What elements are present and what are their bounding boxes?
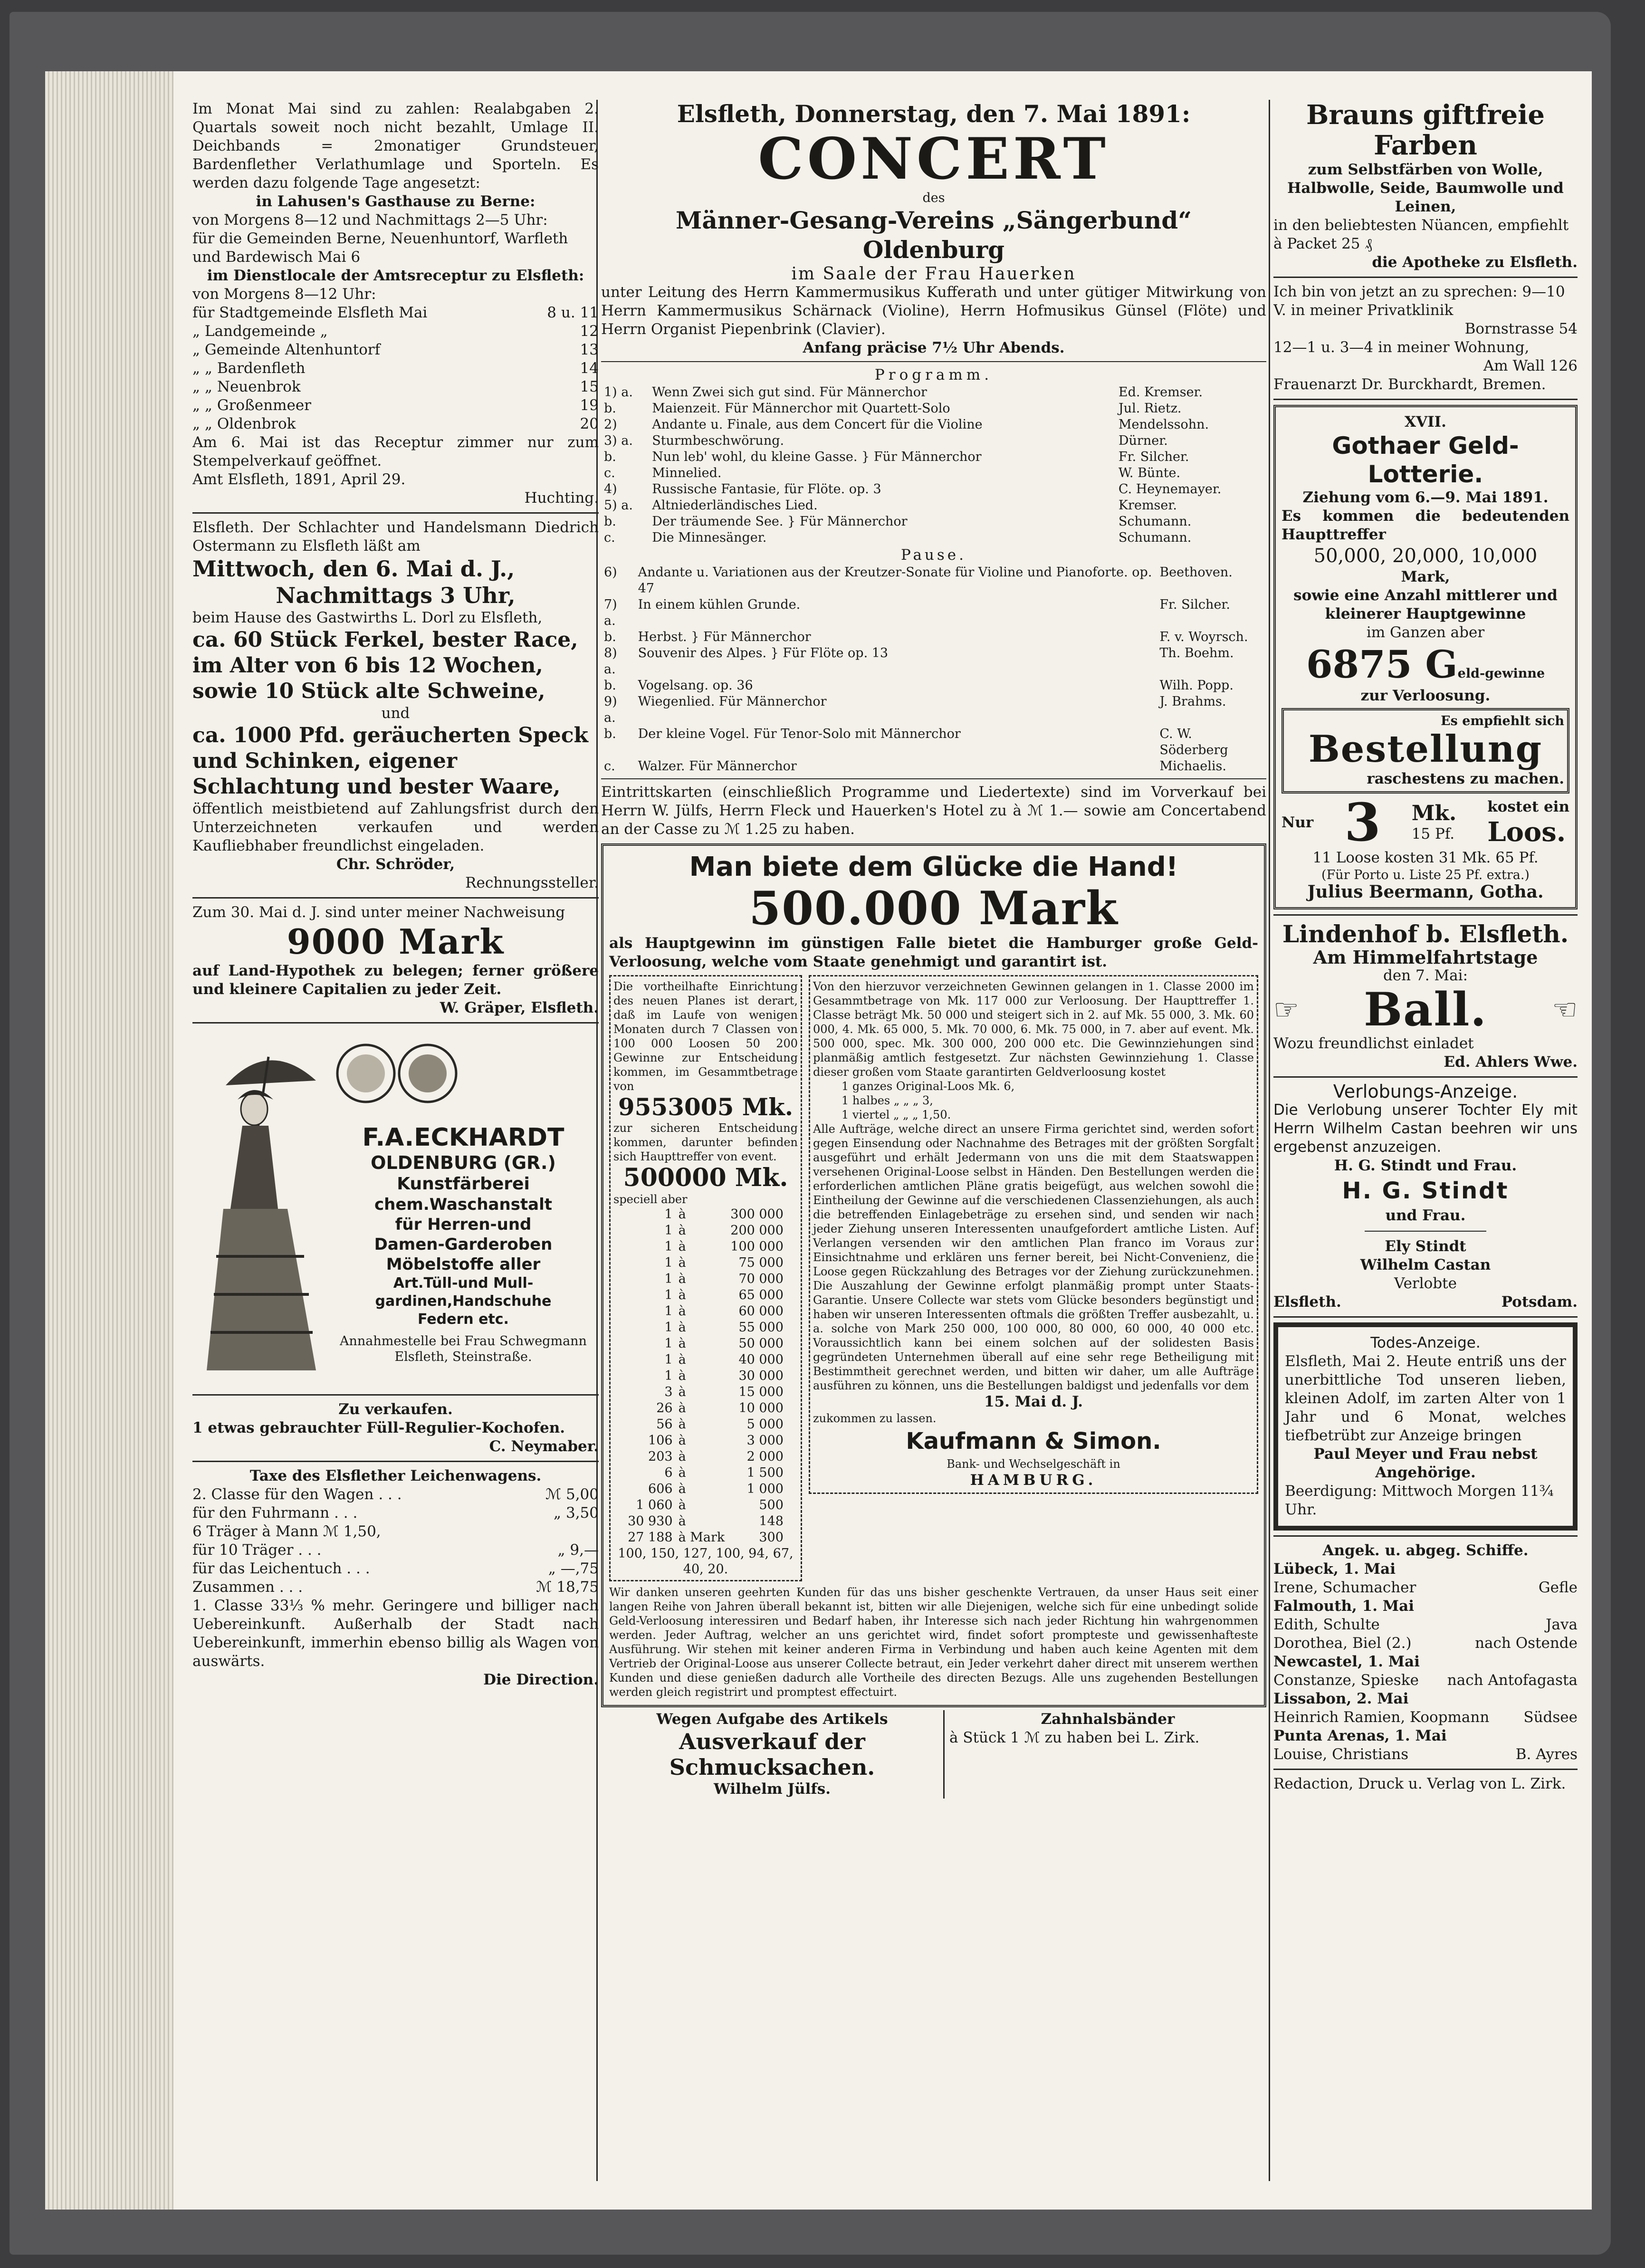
- bottom-ads-row: [601, 1710, 1266, 1799]
- eckhardt-line: chem.Waschanstalt: [374, 1195, 553, 1214]
- ship-entry: Falmouth, 1. Mai Edith, Schulte Java: [1273, 1598, 1578, 1633]
- program-row: b. Der kleine Vogel. Für Tenor-Solo mit Männerchor C. W. Söderberg: [604, 727, 1228, 757]
- lottery-speciell: speciell aber: [613, 1193, 688, 1206]
- gotha-total: 6875 G: [1306, 642, 1458, 687]
- program-row: b. Der träumende See. } Für Männerchor Schumann.: [604, 514, 1192, 529]
- auction-terms: öffentlich meistbietend auf Zahlungsfrist durch den Unterzeichneten verkaufen und werden Kaufliebhaber freundlichst eingeladen.: [192, 800, 599, 854]
- ship-entry: Dorothea, Biel (2.) nach Ostende: [1273, 1635, 1578, 1652]
- engagement-parents: H. G. Stindt und Frau.: [1334, 1157, 1517, 1174]
- death-notice: [1273, 1322, 1578, 1531]
- prize-row: 1 à 40 000: [664, 1352, 784, 1367]
- schedule-row: „ „ Oldenbrok 20: [192, 415, 599, 432]
- lottery-body: [609, 975, 1258, 1581]
- program-row: b. Herbst. } Für Männerchor F. v. Woyrsch.: [604, 630, 1248, 644]
- paint-subtitle: zum Selbstfärben von Wolle, Halbwolle, Seide, Baumwolle und Leinen,: [1287, 161, 1564, 215]
- prize-row: 1 à 50 000: [664, 1336, 784, 1351]
- prize-row: 27 188 à Mark 300: [628, 1530, 784, 1545]
- gotha-total-line: [1282, 642, 1569, 687]
- prize-table: [625, 1206, 786, 1546]
- gotha-price-pf: 15 Pf.: [1411, 825, 1455, 842]
- auction-place: beim Hause des Gastwirths L. Dorl zu Elsfleth,: [192, 609, 543, 626]
- gotha-total-suffix: eld-gewinne: [1457, 666, 1545, 681]
- lottery-total: 9553005 Mk.: [618, 1093, 794, 1121]
- gotha-order-box: [1282, 708, 1569, 794]
- program-row: 4) Russische Fantasie, für Flöte. op. 3 C. Heynemayer.: [604, 482, 1222, 497]
- concert-hall: im Saale der Frau Hauerken: [791, 264, 1076, 284]
- taxe-row: für den Fuhrmann . . . „ 3,50: [192, 1504, 599, 1522]
- doctor-address-2: Am Wall 126: [1483, 357, 1578, 374]
- concert-info: unter Leitung des Herrn Kammermusikus Kufferath und unter gütiger Mitwirkung von Herrn Kammermusikus Schärnack (Violine), Herrn Hofmusikus Günsel (Flöte) und Herrn Organist Piepenbrink (Clavier).: [601, 284, 1266, 338]
- schedule-row: für Stadtgemeinde Elsfleth Mai 8 u. 11: [192, 304, 599, 321]
- divider: [192, 1022, 599, 1024]
- ship-entry: Newcastel, 1. Mai Constanze, Spieske nach Antofagasta: [1273, 1653, 1578, 1689]
- auction-intro: Elsfleth. Der Schlachter und Handelsmann Diedrich Ostermann zu Elsfleth läßt am: [192, 519, 599, 555]
- engagement-cities: Elsfleth. Potsdam.: [1273, 1293, 1578, 1311]
- schedule-row: „ „ Bardenfleth 14: [192, 360, 599, 377]
- eckhardt-line: Kunstfärberei: [397, 1174, 530, 1194]
- gotha-title: Gothaer Geld-Lotterie.: [1332, 432, 1519, 488]
- concert-tickets: Eintrittskarten (einschließlich Programme und Liedertexte) sind im Vorverkauf bei Herrn W. Jülfs, Herrn Fleck und Hauerken's Hotel zu à ℳ 1.— sowie am Concertabend an der Casse zu ℳ 1.25 zu haben.: [601, 784, 1266, 838]
- death-text: Elsfleth, Mai 2. Heute entriß uns der unerbittliche Tod unseren lieben, kleinen Adolf, im zarten Alter von 1 Jahr und 6 Monat, welches tiefbetrübt zur Anzeige bringen: [1285, 1353, 1566, 1444]
- gotha-date: Ziehung vom 6.—9. Mai 1891.: [1302, 489, 1549, 506]
- lottery-price-line: 1 ganzes Original-Loos Mk. 6,: [842, 1080, 1015, 1093]
- eckhardt-line: Möbelstoffe aller: [386, 1255, 541, 1274]
- concert-date: Elsfleth, Donnerstag, den 7. Mai 1891:: [677, 100, 1191, 128]
- lottery-left-text-2: zur sicheren Entscheidung kommen, darunter befinden sich Haupttreffer von event.: [613, 1121, 798, 1163]
- program-row: 8) a. Souvenir des Alpes. } Für Flöte op. 13 Th. Boehm.: [604, 646, 1234, 677]
- right-column: [1273, 100, 1578, 2191]
- doctor-signature: Frauenarzt Dr. Burckhardt, Bremen.: [1273, 376, 1546, 393]
- taxe-note: 1. Classe 33⅓ % mehr. Geringere und billiger nach Uebereinkunft. Außerhalb der Stadt nach Uebereinkunft, immerhin ebenso billig als Wagen von auswärts.: [192, 1597, 599, 1670]
- lottery-thanks: Wir danken unseren geehrten Kunden für das uns bisher geschenkte Vertrauen, da unser Haus seit einer langen Reihe von Jahren überall bekannt ist, bitten wir alle Diejenigen, welche sich für eine unbedingt solide Geld-Verloosung interessiren und Bedarf haben, ihr Interesse sich nach jeder Richtung hin wahrgenommen werden. Jeder Auftrag, welcher an uns gerichtet wird, findet sofort prompteste und gewissenhafteste Ausführung. Wir stehen mit keiner anderen Firma in Verbindung und haben auch keine Agenten mit dem Vertrieb der Original-Loose aus unserer Collecte betraut, ein Jeder verkehrt daher direct mit unserem werthen Kunden und diese genießen dadurch alle Vortheile des directen Bezugs. Alle uns zugehenden Bestellungen werden gleich registrirt und promptest effectuirt.: [609, 1586, 1258, 1699]
- lottery-top-prize: 500000 Mk.: [623, 1163, 788, 1192]
- ships-list: [1273, 1560, 1578, 1764]
- gotha-prizes: 50,000, 20,000, 10,000: [1313, 545, 1538, 567]
- program-row: c. Die Minnesänger. Schumann.: [604, 530, 1192, 545]
- engagement-text: Die Verlobung unserer Tochter Ely mit Herrn Wilhelm Castan beehren wir uns ergebenst anzuzeigen.: [1273, 1101, 1578, 1156]
- prize-row: 106 à 3 000: [648, 1433, 784, 1448]
- prize-row: 606 à 1 000: [648, 1482, 784, 1496]
- program-row: b. Maienzeit. Für Männerchor mit Quartett-Solo Jul. Rietz.: [604, 401, 1182, 416]
- eckhardt-agent: Annahmestelle bei Frau Schwegmann Elsfleth, Steinstraße.: [340, 1334, 587, 1364]
- lottery-deadline: 15. Mai d. J.: [984, 1393, 1083, 1410]
- gotha-more: sowie eine Anzahl mittlerer und kleinerer Hauptgewinne: [1293, 587, 1558, 622]
- concert-des: des: [922, 191, 945, 205]
- divider: [601, 361, 1266, 362]
- concert-title: CONCERT: [758, 125, 1109, 192]
- engagement-heading: Verlobungs-Anzeige.: [1333, 1081, 1518, 1102]
- divider: [1365, 1231, 1486, 1232]
- prize-row: 30 930 à 148: [628, 1514, 784, 1529]
- eckhardt-line: für Herren-und: [395, 1215, 532, 1234]
- teeth-heading: Zahnhalsbänder: [1041, 1711, 1175, 1728]
- prize-tail: 100, 150, 127, 100, 94, 67, 40, 20.: [618, 1546, 794, 1577]
- program-row: c. Minnelied. W. Bünte.: [604, 466, 1181, 480]
- ball-date: den 7. Mai:: [1383, 967, 1468, 984]
- program-row: 1) a. Wenn Zwei sich gut sind. Für Männerchor Ed. Kremser.: [604, 385, 1203, 400]
- divider: [1273, 1535, 1578, 1537]
- jewelry-signature: Wilhelm Jülfs.: [713, 1780, 831, 1798]
- prize-row: 1 à 30 000: [664, 1368, 784, 1383]
- auction-date: Mittwoch, den 6. Mai d. J.,: [192, 556, 515, 582]
- program-heading: Programm.: [874, 366, 993, 383]
- gotha-signature: Julius Beermann, Gotha.: [1307, 882, 1544, 902]
- prize-row: 56 à 5 000: [656, 1417, 784, 1432]
- ball-invite: Wozu freundlichst einladet: [1273, 1035, 1474, 1052]
- gotha-order: Bestellung: [1308, 727, 1543, 771]
- ball-title: Ball.: [1364, 983, 1487, 1036]
- sale-signature: C. Neymaber.: [489, 1438, 599, 1455]
- lottery-right-text-block: [809, 975, 1258, 1581]
- prize-row: 1 à 65 000: [664, 1288, 784, 1302]
- eckhardt-line: Art.Tüll-und Mull-: [393, 1275, 534, 1292]
- pointing-hand-icon: ☞: [1273, 993, 1299, 1026]
- paint-title: Brauns giftfreie Farben: [1306, 100, 1545, 161]
- prize-row: 1 à 70 000: [664, 1272, 784, 1286]
- gotha-price-mk: Mk.: [1411, 801, 1457, 825]
- lottery-ad: [601, 843, 1266, 1707]
- loan-amount: 9000 Mark: [287, 921, 505, 962]
- lottery-deadline-tail: zukommen zu lassen.: [813, 1412, 937, 1425]
- prize-row: 1 à 75 000: [664, 1255, 784, 1270]
- jewelry-ad: [601, 1710, 945, 1799]
- middle-column: [601, 100, 1266, 2191]
- teeth-ad: [945, 1710, 1266, 1799]
- place-elsfleth: im Dienstlocale der Amtsreceptur zu Elsfleth:: [207, 267, 584, 284]
- gotha-loos: Loos.: [1487, 816, 1566, 848]
- page-stack-edge: [45, 71, 183, 2210]
- program-part-2: [601, 565, 1266, 775]
- taxe-signature: Die Direction.: [483, 1671, 599, 1688]
- jewelry-title: Ausverkauf der Schmucksachen.: [669, 1729, 875, 1780]
- eckhardt-name: F.A.ECKHARDT: [362, 1123, 564, 1152]
- schedule-row: „ „ Großenmeer 19: [192, 397, 599, 414]
- engagement-verlobte: Verlobte: [1394, 1275, 1457, 1292]
- pause-label: Pause.: [900, 546, 967, 564]
- prize-row: 1 à 300 000: [664, 1207, 784, 1222]
- schedule-row: „ „ Neuenbrok 15: [192, 378, 599, 395]
- gotha-total-pre: im Ganzen aber: [1366, 624, 1485, 641]
- gotha-lottery-ad: [1273, 405, 1578, 909]
- lottery-right-text-2: Alle Aufträge, welche direct an unsere Firma gerichtet sind, werden sofort gegen Einsendung oder Nachnahme des Betrages mit der größten Sorgfalt ausgeführt und erhält Jedermann von uns die mit dem Staatswappen versehenen Original-Loose selbst in Händen. Den Bestellungen werden die erforderlichen amtlichen Pläne gratis beigefügt, aus welchen sowohl die Eintheilung der Gewinne auf die verschiedenen Classenziehungen, als auch die betreffenden Einlagebeträge zu ersehen sind, und senden wir nach jeder Ziehung unseren Interessenten unaufgefordert amtliche Listen. Auf Verlangen versenden wir den amtlichen Plan franco im Voraus zur Einsichtnahme und erklären uns ferner bereit, bei Nicht-Convenienz, die Loose gegen Rückzahlung des Betrages vor der Ziehung zurückzunehmen. Die Auszahlung der Gewinne erfolgt planmäßig prompt unter Staats-Garantie. Unsere Collecte war stets vom Glücke besonders begünstigt und haben wir unseren Interessenten oftmals die größten Treffer ausbezahlt, u. a. solche von Mark 250 000, 100 000, 80 000, 60 000, 40 000 etc. Voraussichtlich kann bei einem solchen auf der solidesten Basis gegründeten Unternehmen überall auf eine sehr rege Betheiligung mit Bestimmtheit gerechnet werden, und bitten wir daher, um alle Aufträge ausführen zu können, uns die Bestellungen baldigst und jedenfalls vor dem: [813, 1122, 1254, 1392]
- divider: [1273, 1769, 1578, 1770]
- time-berne: von Morgens 8—12 und Nachmittags 2—5 Uhr:: [192, 211, 548, 229]
- auction-time: Nachmittags 3 Uhr,: [276, 583, 516, 608]
- program-row: 5) a. Altniederländisches Lied. Kremser.: [604, 498, 1177, 513]
- program-row: c. Walzer. Für Männerchor Michaelis.: [604, 759, 1226, 774]
- gotha-intro: Es kommen die bedeutenden Haupttreffer: [1282, 507, 1569, 543]
- medals-icon: [335, 1038, 459, 1109]
- eckhardt-line: Damen-Garderoben: [374, 1235, 553, 1254]
- gotha-order-pre: Es empfiehlt sich: [1441, 714, 1564, 728]
- auction-signature: Chr. Schröder,: [336, 856, 455, 873]
- eckhardt-line: gardinen,Handschuhe: [375, 1293, 552, 1310]
- lottery-right-text: Von den hierzuvor verzeichneten Gewinnen gelangen in 1. Classe 2000 im Gesammtbetrage von Mk. 117 000 zur Verloosung. Der Haupttreffer 1. Classe beträgt Mk. 50 000 und steigert sich in 2. auf Mk. 55 000, 3. Mk. 60 000, 4. Mk. 65 000, 5. Mk. 70 000, 6. Mk. 75 000, in 7. aber auf event. Mk. 500 000, spec. Mk. 300 000, 200 000 etc. Die Gewinnziehungen sind planmäßig amtlich festgesetzt. Zur nächsten Gewinnziehung 1. Classe dieser großen vom Staate garantirten Geldverloosung kostet: [813, 980, 1254, 1079]
- gotha-porto: (Für Porto u. Liste 25 Pf. extra.): [1321, 868, 1530, 882]
- place-berne: in Lahusen's Gasthause zu Berne:: [256, 193, 536, 210]
- lottery-left-box: [609, 975, 802, 1581]
- lady-with-parasol-illustration: [197, 1028, 340, 1389]
- amt-signature: Huchting.: [524, 489, 599, 507]
- amt-line: Amt Elsfleth, 1891, April 29.: [192, 471, 406, 488]
- program-row: 6) Andante u. Variationen aus der Kreutzer-Sonate für Violine und Pianoforte. op. 47 Beethoven.: [604, 565, 1233, 596]
- engagement-parents-large: H. G. Stindt: [1342, 1177, 1509, 1204]
- paint-text: in den beliebtesten Nüancen, empfiehlt à Packet 25 ₰: [1273, 217, 1569, 252]
- lottery-firm-sub: Bank- und Wechselgeschäft in: [947, 1457, 1120, 1471]
- communities-berne: für die Gemeinden Berne, Neuenhuntorf, Warfleth und Bardewisch Mai 6: [192, 230, 568, 266]
- program-row: b. Vogelsang. op. 36 Wilh. Popp.: [604, 678, 1234, 693]
- paint-signature: die Apotheke zu Elsfleth.: [1372, 254, 1578, 271]
- gotha-price: 3: [1344, 792, 1381, 853]
- schedule-list: [192, 304, 599, 433]
- time-elsfleth: von Morgens 8—12 Uhr:: [192, 286, 376, 303]
- imprint: Redaction, Druck u. Verlag von L. Zirk.: [1273, 1775, 1566, 1792]
- lottery-left-text: Die vortheilhafte Einrichtung des neuen Planes ist derart, daß im Laufe von wenigen Monaten durch 7 Classen von 100 000 Loosen 50 200 Gewinne zur Entscheidung kommen, im Gesammtbetrage von: [613, 980, 798, 1093]
- death-burial: Beerdigung: Mittwoch Morgen 11¾ Uhr.: [1285, 1483, 1554, 1518]
- taxe-row: 2. Classe für den Wagen . . . ℳ 5,00: [192, 1486, 599, 1503]
- program-row: b. Nun leb' wohl, du kleine Gasse. } Für Männerchor Fr. Silcher.: [604, 450, 1189, 464]
- deichband-notice: Im Monat Mai sind zu zahlen: Realabgaben 2. Quartals soweit noch nicht bezahlt, Umlage II. Deichbands = 2monatiger Grundsteuer, Bardenflether Verlathumlage und Sporteln. Es werden dazu folgende Tage angesetzt:: [192, 100, 599, 191]
- closed-note: Am 6. Mai ist das Receptur zimmer nur zum Stempelverkauf geöffnet.: [192, 434, 599, 469]
- engagement-groom: Wilhelm Castan: [1360, 1256, 1491, 1273]
- gotha-price-post: kostet ein: [1487, 798, 1569, 815]
- divider: [192, 1461, 599, 1462]
- ball-place: Lindenhof b. Elsfleth.: [1282, 920, 1569, 948]
- prize-row: 1 à 55 000: [664, 1320, 784, 1335]
- prize-row: 6 à 1 500: [664, 1465, 784, 1480]
- ships-heading: Angek. u. abgeg. Schiffe.: [1322, 1542, 1529, 1559]
- left-column: [192, 100, 599, 2191]
- prize-row: 1 à 60 000: [664, 1304, 784, 1319]
- auction-item-piglets: ca. 60 Stück Ferkel, bester Race, im Alter von 6 bis 12 Wochen, sowie 10 Stück alte Schweine,: [192, 628, 578, 703]
- death-heading: Todes-Anzeige.: [1370, 1334, 1481, 1351]
- newspaper-page: [173, 71, 1592, 2210]
- divider: [1273, 1076, 1578, 1078]
- sale-heading: Zu verkaufen.: [338, 1401, 453, 1418]
- gotha-price-pre: Nur: [1282, 813, 1314, 831]
- auction-item-ham: ca. 1000 Pfd. geräucherten Speck und Schinken, eigener Schlachtung und bester Waare,: [192, 723, 588, 799]
- divider: [1273, 277, 1578, 278]
- taxe-row: 6 Träger à Mann ℳ 1,50,: [192, 1523, 381, 1540]
- lottery-slogan: Man biete dem Glücke die Hand!: [689, 852, 1178, 882]
- taxe-row: für 10 Träger . . . „ 9,—: [192, 1541, 599, 1559]
- lottery-firm: Kaufmann & Simon.: [906, 1428, 1161, 1455]
- gotha-order-post: raschestens zu machen.: [1367, 770, 1564, 787]
- prize-row: 26 à 10 000: [656, 1401, 784, 1416]
- program-part-1: [601, 384, 1266, 546]
- prize-row: 1 060 à 500: [636, 1498, 784, 1512]
- eckhardt-city: OLDENBURG (GR.): [371, 1152, 556, 1173]
- pointing-hand-icon: ☜: [1552, 993, 1578, 1026]
- loan-intro: Zum 30. Mai d. J. sind unter meiner Nachweisung: [192, 904, 565, 921]
- schedule-row: „ Landgemeinde „ 12: [192, 323, 599, 340]
- program-row: 3) a. Sturmbeschwörung. Dürner.: [604, 433, 1168, 448]
- ship-entry: Lissabon, 2. Mai Heinrich Ramien, Koopmann Südsee: [1273, 1690, 1578, 1726]
- loan-text: auf Land-Hypothek zu belegen; ferner größere und kleinere Capitalien zu jeder Zeit.: [192, 962, 599, 998]
- doctor-hours: 12—1 u. 3—4 in meiner Wohnung,: [1273, 339, 1530, 356]
- taxe-heading: Taxe des Elsflether Leichenwagens.: [249, 1467, 542, 1484]
- prize-row: 203 à 2 000: [648, 1449, 784, 1464]
- prize-row: 1 à 200 000: [664, 1223, 784, 1238]
- schedule-row: „ Gemeinde Altenhuntorf 13: [192, 341, 599, 358]
- sale-text: 1 etwas gebrauchter Füll-Regulier-Kochofen.: [192, 1419, 565, 1436]
- divider: [1273, 914, 1578, 916]
- column-rule: [1269, 100, 1270, 2181]
- gotha-number: XVII.: [1405, 413, 1446, 431]
- lottery-amount: 500.000 Mark: [749, 881, 1119, 935]
- gotha-verloosung: zur Verloosung.: [1360, 687, 1491, 704]
- program-row: 2) Andante u. Finale, aus dem Concert für die Violine Mendelssohn.: [604, 417, 1209, 432]
- divider: [1273, 1316, 1578, 1318]
- prize-row: 1 à 100 000: [664, 1239, 784, 1254]
- lottery-price-line: 1 viertel „ „ „ 1,50.: [842, 1108, 951, 1121]
- loan-signature: W. Gräper, Elsfleth.: [440, 999, 599, 1016]
- lottery-price-line: 1 halbes „ „ „ 3,: [842, 1094, 933, 1107]
- teeth-text: à Stück 1 ℳ zu haben bei L. Zirk.: [949, 1729, 1200, 1746]
- engagement-bride: Ely Stindt: [1385, 1238, 1466, 1255]
- auction-und: und: [381, 705, 410, 722]
- eckhardt-text: [330, 1123, 596, 1365]
- taxe-row: für das Leichentuch . . . „ —,75: [192, 1560, 599, 1577]
- gotha-mark: Mark,: [1401, 568, 1450, 585]
- program-row: 7) a. In einem kühlen Grunde. Fr. Silcher.: [604, 597, 1230, 628]
- ship-entry: Punta Arenas, 1. Mai Louise, Christians B. Ayres: [1273, 1727, 1578, 1763]
- program-row: 9) a. Wiegenlied. Für Männerchor J. Brahms.: [604, 694, 1226, 725]
- doctor-text: Ich bin von jetzt an zu sprechen: 9—10 V. in meiner Privatklinik: [1273, 283, 1565, 319]
- death-signature: Paul Meyer und Frau nebst Angehörige.: [1313, 1445, 1538, 1481]
- concert-start: Anfang präcise 7½ Uhr Abends.: [803, 339, 1065, 356]
- eckhardt-line: Federn etc.: [418, 1311, 509, 1328]
- divider: [1273, 399, 1578, 400]
- taxe-row: Zusammen . . . ℳ 18,75: [192, 1579, 599, 1596]
- doctor-address-1: Bornstrasse 54: [1464, 320, 1578, 337]
- gotha-price-line: [1282, 792, 1569, 853]
- gotha-eleven: 11 Loose kosten 31 Mk. 65 Pf.: [1312, 849, 1539, 866]
- eckhardt-ad: [192, 1028, 599, 1389]
- ship-entry: Lübeck, 1. Mai Irene, Schumacher Gefle: [1273, 1560, 1578, 1596]
- lottery-city: HAMBURG.: [970, 1472, 1097, 1489]
- jewelry-heading: Wegen Aufgabe des Artikels: [656, 1711, 888, 1728]
- lottery-intro: als Hauptgewinn im günstigen Falle bietet die Hamburger große Geld-Verloosung, welche vom Staate genehmigt und garantirt ist.: [609, 935, 1258, 970]
- divider: [192, 1394, 599, 1396]
- auction-signature-role: Rechnungssteller.: [465, 874, 599, 891]
- prize-row: 3 à 15 000: [664, 1385, 784, 1399]
- ball-signature: Ed. Ahlers Wwe.: [1444, 1053, 1578, 1071]
- taxe-table: [192, 1485, 599, 1597]
- concert-club: Männer-Gesang-Vereins „Sängerbund“ Oldenburg: [675, 206, 1192, 264]
- engagement-und-frau: und Frau.: [1385, 1207, 1466, 1224]
- ball-day: Am Himmelfahrtstage: [1313, 947, 1538, 968]
- divider: [192, 512, 599, 514]
- ball-title-row: [1273, 985, 1578, 1034]
- divider: [601, 778, 1266, 779]
- divider: [192, 897, 599, 899]
